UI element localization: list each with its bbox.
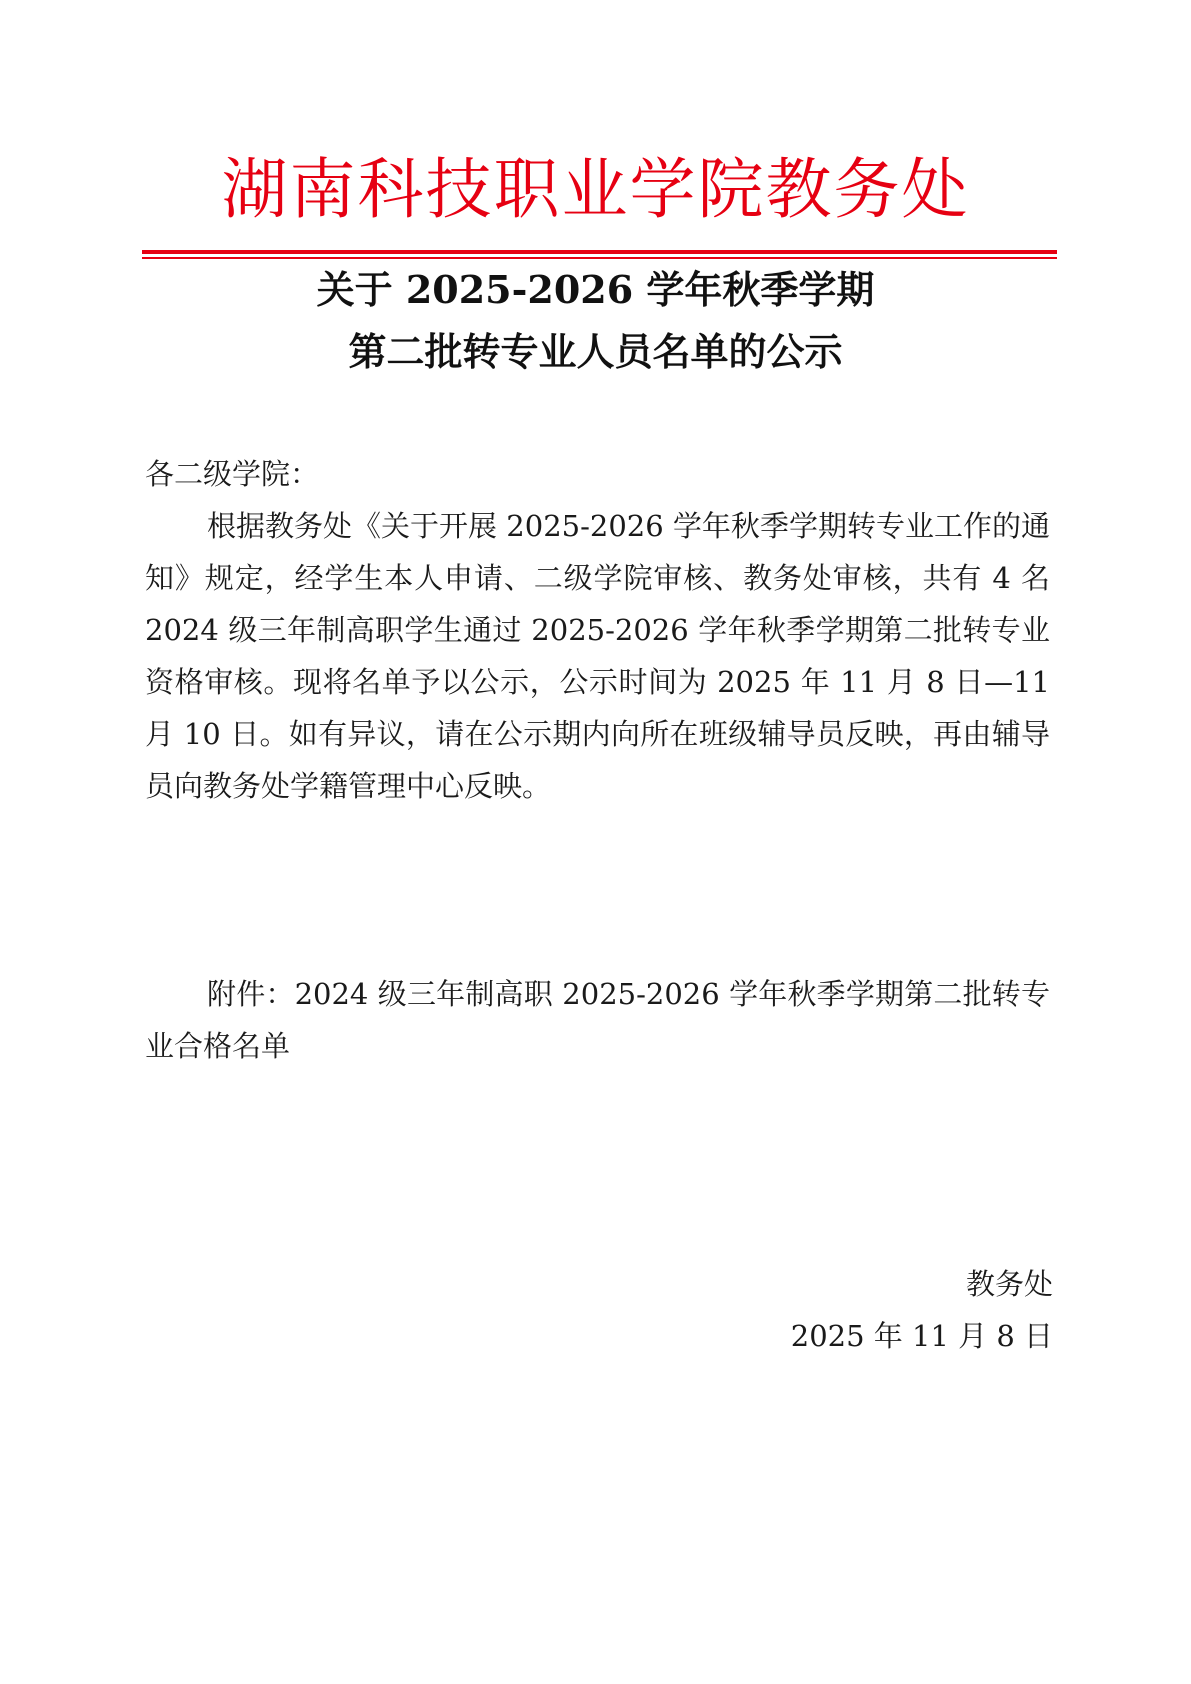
body-paragraph: 根据教务处《关于开展 2025-2026 学年秋季学期转专业工作的通知》规定，经学生本人申请、二级学院审核、教务处审核，共有 4 名 2024 级三年制高职学生通过 2025-2026 学年秋季学期第二批转专业资格审核。现将名单予以公示，公示时间为 2025 年 11 月 8 日—11 月 10 日。如有异议，请在公示期内向所在班级辅导员反映，再由辅导员向教务处学籍管理中心反映。	[145, 509, 1050, 803]
salutation: 各二级学院：	[145, 457, 320, 491]
issuer-header: 湖南科技职业学院教务处	[221, 151, 970, 228]
attachment-note: 附件：2024 级三年制高职 2025-2026 学年秋季学期第二批转专业合格名单	[145, 977, 1050, 1063]
signature-org: 教务处	[965, 1267, 1053, 1301]
signature-date: 2025 年 11 月 8 日	[790, 1319, 1053, 1353]
red-divider-thin	[142, 257, 1057, 259]
red-divider-thick	[142, 250, 1057, 254]
document-title-line2: 第二批转专业人员名单的公示	[348, 329, 843, 374]
document-title-line1: 关于 2025-2026 学年秋季学期	[316, 267, 875, 312]
